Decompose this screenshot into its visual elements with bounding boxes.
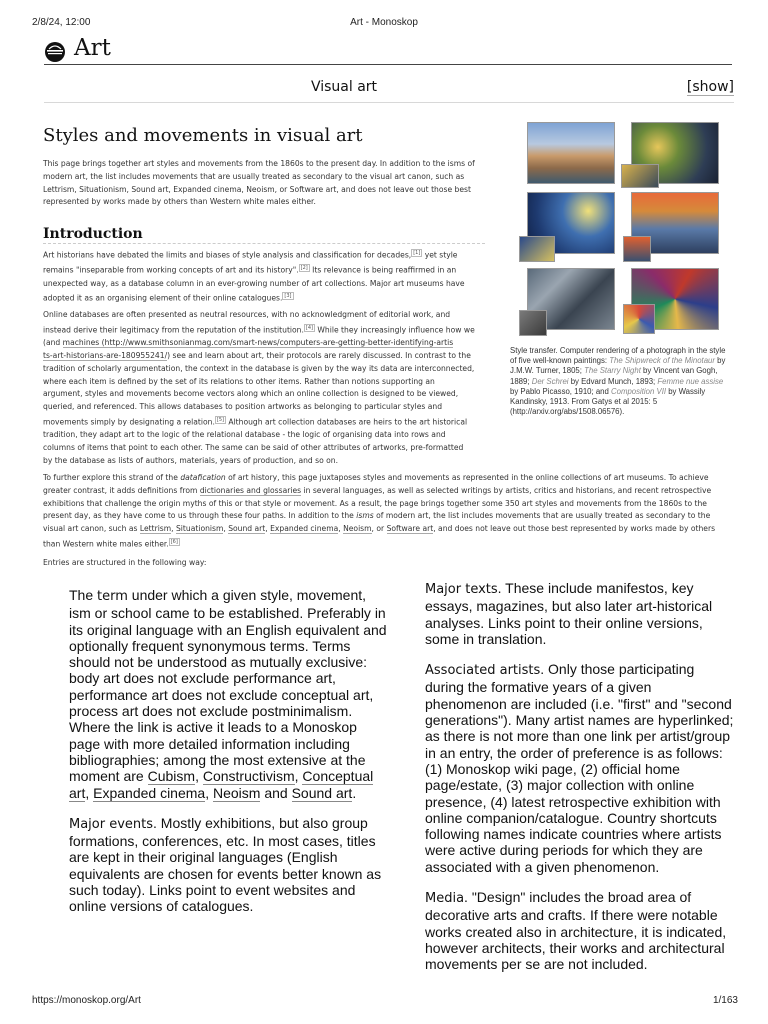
navbox-show-toggle[interactable] [687,79,734,95]
smithsonian-url-link[interactable]: (http://www.smithsonianmag.com/smart-news/computers-are-getting-better-identifying-artis [99,338,454,348]
neoism-link[interactable]: Neoism [212,784,261,801]
legend-left-column [69,587,389,915]
visual-art-title: Visual art [310,79,378,95]
text: , and does not leave out those best represented by works made by others [433,524,716,534]
text: and [264,784,288,801]
term-entry: The term under which a given style, movement, ism or school came to be established. Preferably in its original language with an English equivalent and optionally frequent synonymous terms. Terms should not be understood as mutually exclusive: body art does not exclude performance art, performance art does not exclude conceptual art, process art does not exclude postminimalism. Where the link is active it leads to a Monoskop page with more detailed information including bibliographies; among the most extensive at the moment are Cubism, Constructivism, Conceptual art, Expanded cinema, Neoism and Sound art. [69,587,387,801]
constructivism-link[interactable]: Constructivism [202,768,295,785]
title-divider [44,64,732,65]
introduction-heading: Introduction [43,226,485,244]
neoism-link[interactable]: Neoism [343,524,372,534]
text: of modern art, the list includes movements that are usually treated as secondary to the [373,511,711,521]
text: columns of items that point to each other. The same can be said of other attributes of artworks, pre-formatted [43,443,464,453]
text: queried, and referenced. This allows databases to position artworks as belonging to particular styles and [43,402,443,412]
text: Although art collection databases are heirs to the art historical [225,417,468,427]
events-label: Major events [69,816,154,832]
text: Der Schrei [531,376,569,386]
print-url: https://monoskop.org/Art [32,995,141,1006]
texts-label: Major texts [425,582,498,597]
footnote-ref[interactable]: [6] [170,538,178,545]
footnote-ref[interactable]: [3] [284,293,292,300]
text: Art historians have debated the limits and biases of style analysis and classification for decades, [43,250,412,260]
text: by Vincent van Gogh, 1889; [510,366,718,386]
text: Its relevance is being reaffirmed in an [309,265,457,275]
media-entry [425,889,735,972]
text: unexpected way, as a database column in an ever-growing number of art collections. Major art museums have [43,278,465,288]
machines-link[interactable]: machines [62,338,100,348]
scream-thumb [623,236,651,262]
footnote-ref[interactable]: [4] [305,324,313,331]
introduction-paragraph-2 [43,309,485,468]
intro-paragraph [43,158,485,209]
text: under which a given style, movement, ism or school came to be established. Preferably in its original language with an English equivalent and optionally frequent synonymous terms. Terms should not be understood as mutually exclusive: body art does not exclude performance art, performance art does not exclude conceptual art, process art does not exclude postminimalism. Where the link is active it leads to a Monoskop page with more detailed information including bibliographies; among the most extensive at the moment are [69,587,387,785]
text: . These include manifestos, key essays, magazines, but also later art-historical analyses. Links point to their online versions, some in translation. [425,580,713,647]
text: instead derive their legitimacy from the reputation of the institution. [43,325,304,335]
term-label: term [97,589,128,604]
software-art-link[interactable]: Software art [386,524,434,534]
turner-thumb [621,164,659,188]
print-datetime: 2/8/24, 12:00 [32,17,91,28]
text: While they increasingly influence how we [315,325,475,335]
photo-tile [527,122,615,184]
expanded-cinema-link[interactable]: Expanded cinema [93,784,206,801]
entries-intro: Entries are structured in the following way: [43,558,207,567]
text: by J.M.W. Turner, 1805; [510,356,726,376]
further-paragraph: To further explore this strand of the datafication of art history, this page juxtaposes styles and movements as represented in the online collections of art museums. To achieve greater contrast, it adds definitions from dictionaries and glossaries in several languages, as well as selected writings by artists, critics and historians, and recent retrospective exhibitions that challenge the origin myths of this or that style or movement. As a result, the page brings together some 350 art styles and movements from the 1860s to the present day, as they have come to us through these four paths. In addition to the isms of modern art, the list includes movements that are usually treated as secondary to the visual art canon, such as Lettrism, Situationism, Sound art, Expanded cinema, Neoism, or Software art, and does not leave out those best represented by works made by others than Western white males either. [6] [43,472,768,551]
texts-entry [425,580,735,647]
intro-line: represented by works made by others than Western white males either. [43,197,316,207]
text: Femme nue assise [657,376,724,386]
kandinsky-thumb [623,304,655,334]
text: tradition, they adapt art to the logic of the relational database - the logic of organising data into rows and [43,430,446,440]
style-transfer-image[interactable] [519,118,731,340]
expanded-cinema-link[interactable]: Expanded cinema [270,524,339,534]
text: Composition VII [611,386,667,396]
text: by Pablo Picasso, 1910; and [510,386,611,396]
dictionaries-link[interactable]: dictionaries and glossaries [199,485,302,495]
starry-thumb [519,236,555,262]
text: The Shipwreck of the Minotaur [609,356,715,366]
text: . "Design" includes the broad area of decorative arts and crafts. If there were notable works created also in architecture, it is indicated, however architects, their works and architectural movements per se are not included. [425,889,727,973]
intro-line: This page brings together art styles and movements from the 1860s to the present day. In addition to the isms of [43,159,475,168]
text: greater contrast, it adds definitions from [43,485,200,495]
cubism-link[interactable]: Cubism [147,768,196,785]
text: The [69,587,98,603]
text: datafication [180,473,226,482]
footnote-ref[interactable]: [1] [413,250,421,256]
smithsonian-url-link-cont[interactable]: ts-art-historians-are-180955241/ [43,350,168,360]
text: in several languages, as well as selected writings by artists, critics and historians, and recent retrospective [301,485,712,495]
footnote-ref[interactable]: [5] [216,416,224,423]
text: by Wassily Kandinsky, 1913. From Gatys et al 2015: 5 (http://arxiv.org/abs/1508.06576). [510,386,706,417]
text: remains "inseparable from working concepts of art and its history". [43,265,299,275]
gallery-caption [510,346,732,417]
page-heading: Styles and movements in visual art [43,125,363,146]
text: than Western white males either. [43,539,169,549]
legend-right-column [425,580,735,973]
text: The Starry Night [584,366,641,376]
sound-art-link[interactable]: Sound art [291,784,353,801]
text: (and [43,338,63,348]
text: by Edvard Munch, 1893; [568,376,658,386]
text: by the database as lists of authors, materials, years of production, and so on. [43,455,339,465]
introduction-paragraph-1 [43,247,485,306]
text: movements simply by designating a relation. [43,417,215,427]
text: . Only those participating during the formative years of a given phenomenon are included (i.e. "first" and "second generations"). Many artist names are hyperlinked; as there is not more than one link per artist/group in an entry, the order of preference is as follows: (1) Monoskop wiki page, (2) official home page/estate, (3) major collection with online presence, (4) latest retrospective exhibition with online companion/catalogue. Country shortcuts following names indicate countries where artists were active during periods for which they are associated with a given phenomenon. [425,661,734,875]
footnote-ref[interactable]: [2] [300,265,308,272]
text: present day, as they have come to us through these four paths. In addition to the [43,511,357,521]
text: . Mostly exhibitions, but also group formations, conferences, etc. In most cases, titles are kept in their original languages (English equivalents are chosen for events better known as such today). Links point to event websites and online versions of catalogues. [69,814,382,915]
media-label: Media [425,891,465,907]
text: argument, styles and movements become vectors along which an online collection is designed to be viewed, [43,389,459,399]
intro-line: modern art, the list includes movements that are usually treated as secondary to the visual art canon, such as [43,171,465,181]
text: Online databases are often presented as neutral resources, with no acknowledgment of editorial work, and [43,310,451,319]
text: exhibitions that challenge the origin myths of this or that style or movement. As a result, the page brings together some 350 art styles and movements from the 1860s to the [43,498,707,508]
sound-art-link[interactable]: Sound art [228,524,266,534]
text: of art history, this page juxtaposes styles and movements as represented in the online collections of art museums. To achieve [225,473,709,482]
show-link[interactable]: [show] [686,79,734,95]
text: where each item is defined by the set of its relations to other items. Rather than notions supporting an [43,376,435,386]
print-doc-title: Art - Monoskop [350,17,418,28]
monoskop-logo-icon[interactable] [44,41,66,63]
print-page-number: 1/163 [712,995,738,1006]
lettrism-link[interactable]: Lettrism [139,524,172,534]
text: tradition of scholarly argumentation, the context in the database is given by the way its data are interconnected, [43,363,475,373]
text: visual art canon, such as [43,524,140,534]
artists-entry [425,661,735,875]
conceptual-art-link[interactable]: Conceptual art [69,768,374,801]
text: yet style [422,250,458,260]
intro-line: Lettrism, Situationism, Sound art, Expanded cinema, Neoism, or Software art, and does not leave out those best [43,184,471,194]
text: isms [356,511,374,521]
events-entry [69,815,389,915]
text: To further explore this strand of the [43,473,181,482]
artists-label: Associated artists [425,663,541,679]
picasso-thumb [519,310,547,336]
text: adopted it as an organising element of their online catalogues. [43,293,283,303]
site-title: Art [74,35,111,61]
visual-art-navbox [44,76,734,103]
text: ) see and learn about art, their protocols are rarely discussed. In contrast to the [167,350,471,360]
situationism-link[interactable]: Situationism [175,524,224,534]
text: Style transfer. Computer rendering of a photograph in the style of five well-known paintings: [510,346,726,366]
